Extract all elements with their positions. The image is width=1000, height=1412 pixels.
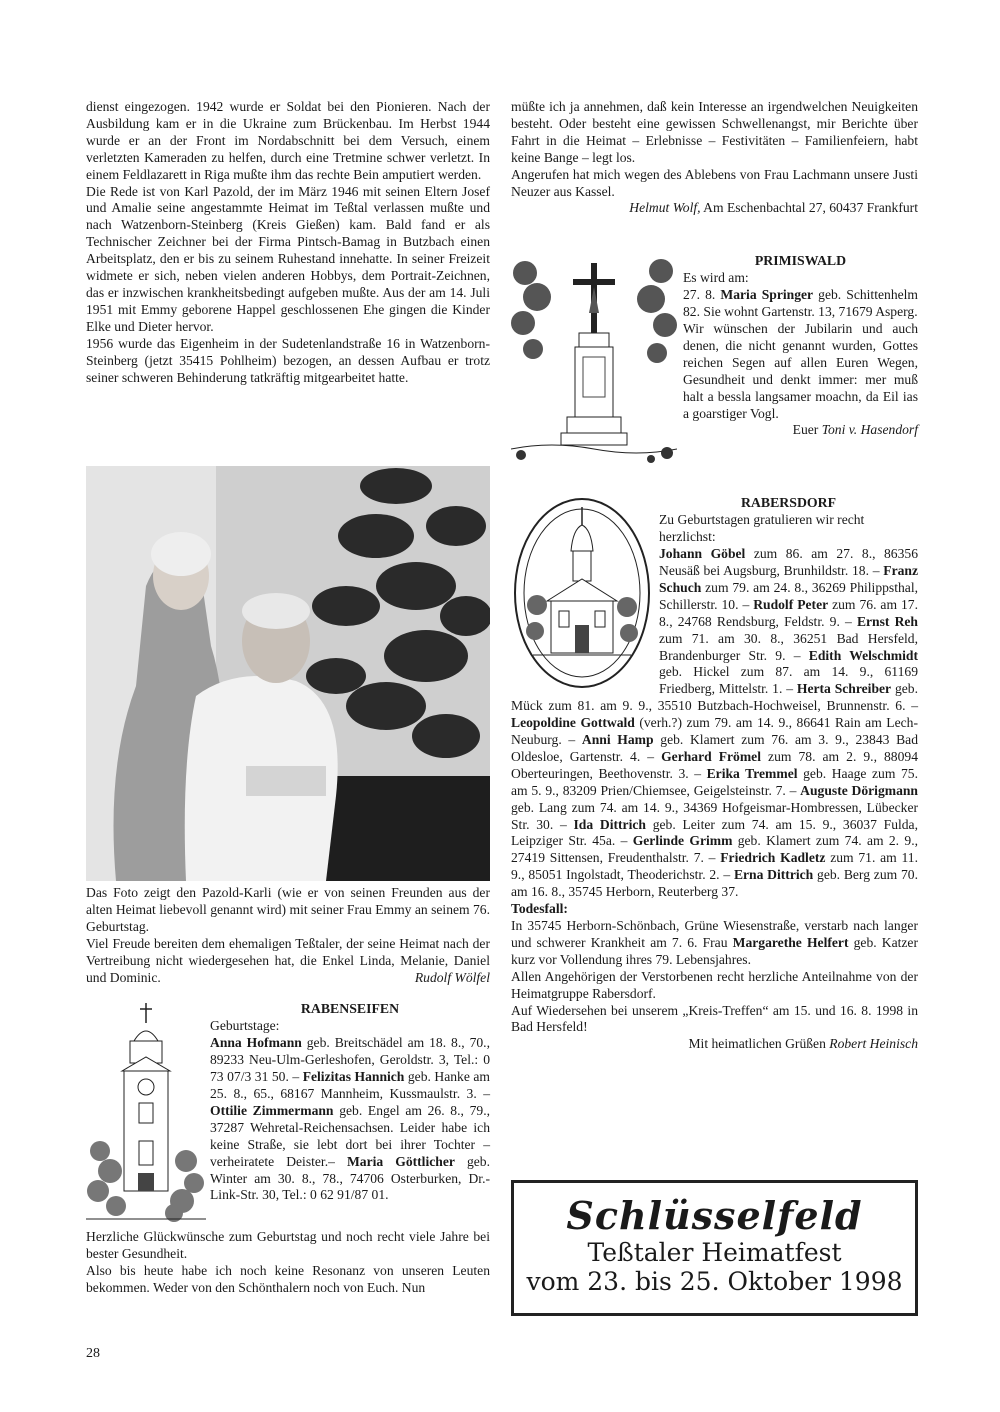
- signature-prefix: Mit heimatlichen Grüßen: [688, 1036, 830, 1052]
- article-paragraph: Die Rede ist von Karl Pazold, der im März 1946 mit seinen Eltern Josef und Amalie seine angestammte Heimat im Teßtal verlassen mußte und nach Watzenborn-Steinberg (Kreis Gießen) kam. Bald fand er als Technischer Zeichner bei der Firma Pintsch-Bamag in Butzbach einen Arbeitsplatz, den er bis zu seinem Ruhestand innehatte. In seiner Freizeit widmete er sich, neben vielen anderen Hobbys, dem Portrait-Zeichnen, das er inzwischen krankheitsbedingt aufgeben mußte. Aus der am 14. Juli 1951 mit Emmy geborene Happel geschlossenen Ehe gingen die Kinder Elke und Dieter hervor.: [86, 183, 490, 334]
- entry-text: geb. Klamert zum 76. am 3. 9., 23843 Bad Oldesloe, Gartenstr. 4. –: [511, 732, 919, 764]
- entry-text: (verh.?) zum 79. am 14. 9., 86641 Rain am Lech-Neuburg. –: [511, 715, 918, 748]
- banner-line: Teßtaler Heimatfest: [587, 1238, 842, 1267]
- person-name: Franz Schuch: [659, 562, 918, 595]
- person-name: Maria Göttlicher: [346, 1153, 455, 1169]
- person-name: Herta Schreiber: [796, 681, 892, 697]
- article-paragraph: müßte ich ja annehmen, daß kein Interesse an irgendwelchen Neuigkeiten besteht. Oder besteht eine gewissen Schwellenangst, mir Berichte über Fahrt in die Heimat – Erlebnisse – Festivitäten – Familienfeiern, habt keine Bange – legt los.: [511, 99, 918, 165]
- entry-text: geb. Schittenhelm 82. Sie wohnt Gartenstr. 13, 71679 Asperg.: [683, 287, 918, 320]
- entry-text: geb. Leiter zum 74. am 15. 9., 36037 Fulda, Leipziger Str. 45a. –: [511, 816, 918, 849]
- section-heading-primiswald: PRIMISWALD: [754, 253, 847, 269]
- person-name: Johann Göbel: [659, 546, 746, 562]
- entry-text: zum 78. am 2. 9., 88094 Oberteuringen, Beethovenstr. 3. –: [511, 748, 918, 781]
- right-column: [511, 99, 918, 1053]
- chapel-seal-illustration: [511, 495, 653, 691]
- signature-name: Toni v. Hasendorf: [821, 422, 918, 438]
- article-paragraph: Herzliche Glückwünsche zum Geburtstag und noch recht viele Jahre bei bester Gesundheit.: [86, 1229, 490, 1262]
- wayside-cross-drawing: [511, 253, 681, 465]
- section-heading-rabersdorf: RABERSDORF: [740, 495, 837, 511]
- article-paragraph: dienst eingezogen. 1942 wurde er Soldat bei den Pionieren. Nach der Ausbildung kam er in die Ukraine zum Brückenbau. Im Herbst 1944 wurde er an der Front im Nordabschnitt bei dem Versuch, einem verletzten Kameraden zu helfen, durch eine Tretmine schwer verletzt. In einem Feldlazarett in Riga mußte ihm das rechte Bein amputiert werden.: [86, 99, 490, 182]
- signature: [511, 1036, 918, 1053]
- person-name: Auguste Dörigmann: [800, 782, 918, 798]
- entry-text: geb. Katzer kurz vor Vollendung ihres 79. Lebensjahres.: [511, 934, 918, 967]
- person-name: Gerlinde Grimm: [632, 833, 733, 849]
- entry-text: geb. Hanke am 25. 8., 65., 68167 Mannheim, Kussmaulstr. 3. –: [210, 1069, 491, 1101]
- page-number: 28: [86, 1346, 100, 1361]
- entry-text: geb. Breitschädel am 18. 8., 70., 89233 Neu-Ulm-Gerleshofen, Geroldstr. 3, Tel.: 0 73 07/3 31 50. –: [210, 1035, 490, 1085]
- photo-caption: Das Foto zeigt den Pazold-Karli (wie er von seinen Freunden aus der alten Heimat liebevoll genannt wird) mit seiner Frau Emmy an seinem 76. Geburtstag.: [86, 885, 490, 934]
- signature-prefix: Euer: [792, 422, 822, 438]
- entry-text: In 35745 Herborn-Schönbach, Grüne Wiesenstraße, verstarb nach langer und schwerer Krankheit am 7. 6. Frau: [511, 918, 918, 950]
- entry-text: geb. Haage zum 75. am 5. 9., 83209 Prien/Chiemsee, Geigelsteinstr. 7. –: [511, 765, 918, 798]
- person-name: Edith Welschmidt: [808, 647, 918, 663]
- rabersdorf-intro: Zu Geburtstagen gratulieren wir recht herzlichst:: [659, 512, 865, 545]
- signature-address: Am Eschenbachtal 27, 60437 Frankfurt: [700, 200, 918, 216]
- person-name: Erika Tremmel: [706, 765, 798, 781]
- person-name: Margarethe Helfert: [732, 934, 849, 950]
- article-paragraph: Also bis heute habe ich noch keine Resonanz von unseren Leuten bekommen. Weder von den Schönthalern noch von Euch. Nun: [86, 1263, 490, 1296]
- signature-name: Helmut Wolf,: [629, 200, 701, 216]
- person-name: Rudolf Peter: [753, 596, 829, 612]
- entry-text: geb. Berg zum 70. am 16. 8., 35745 Herborn, Reuterberg 37.: [511, 867, 918, 900]
- event-banner: [511, 1180, 918, 1316]
- article-paragraph: Angerufen hat mich wegen des Ablebens von Frau Lachmann unsere Justi Neuzer aus Kassel.: [511, 166, 918, 199]
- birthday-intro: Geburtstage:: [210, 1018, 280, 1034]
- person-name: Ida Dittrich: [573, 816, 646, 832]
- chapel-seal: [511, 495, 659, 695]
- person-name: Leopoldine Gottwald: [511, 715, 635, 731]
- section-heading-rabenseifen: RABENSEIFEN: [300, 1001, 400, 1017]
- signature-name: Robert Heinisch: [829, 1036, 918, 1052]
- person-name: Erna Dittrich: [733, 867, 814, 883]
- banner-line: vom 23. bis 25. Oktober 1998: [526, 1267, 903, 1296]
- entry-text: geb. Mück zum 81. am 9. 9., 35510 Butzbach-Hochweisel, Brunnenstr. 6. –: [511, 681, 918, 714]
- entry-date: 27. 8.: [683, 287, 721, 303]
- article-paragraph: Auf Wiedersehen bei unserem „Kreis-Treffen“ am 15. und 16. 8. 1998 in Bad Hersfeld!: [511, 1002, 918, 1035]
- entry-text: zum 76. am 17. 8., 24768 Rendsburg, Feldstr. 9. –: [659, 596, 918, 629]
- entry-text: geb. Hickel zum 87. am 14. 9., 61169 Friedberg, Mittelstr. 1. –: [659, 664, 918, 697]
- entry-text: zum 86. am 27. 8., 86356 Neusäß bei Augsburg, Brunhildstr. 18. –: [659, 546, 918, 578]
- person-name: Felizitas Hannich: [302, 1069, 405, 1085]
- person-name: Anni Hamp: [581, 732, 654, 748]
- person-name: Ottilie Zimmermann: [210, 1102, 334, 1118]
- death-notice: [511, 918, 918, 969]
- left-column-bottom: [86, 885, 490, 1297]
- left-column-top: [86, 99, 490, 386]
- article-paragraph: Wir wünschen der Jubilarin und auch denen, die nicht genannt wurden, Gottes reichen Segen auf allen Euren Wegen, Gesundheit und denkt immer: mer muß halt a bessla langsamer moachn, da Eil ias a goarstiger Vogl.: [683, 320, 918, 421]
- article-paragraph: Allen Angehörigen der Verstorbenen recht herzliche Anteilnahme von der Heimatgruppe Rabersdorf.: [511, 968, 918, 1001]
- entry-text: zum 71. am 11. 9., 85051 Ingolstadt, Theoderichstr. 2. –: [511, 850, 918, 883]
- person-name: Ernst Reh: [856, 613, 918, 629]
- primiswald-intro: Es wird am:: [683, 270, 749, 286]
- signature: [511, 200, 918, 217]
- article-paragraph: 1956 wurde das Eigenheim in der Sudetenlandstraße 16 in Watzenborn-Steinberg (jetzt 35415 Pohlheim) bezogen, an dessen Aufbau er trotz seiner schweren Behinderung tatkräftig mitgearbeitet hatte.: [86, 335, 490, 385]
- church-tower-drawing: [86, 1001, 210, 1229]
- entry-text: geb. Lang zum 74. am 14. 9., 34369 Hofgeismar-Hombressen, Lübecker Str. 30. –: [511, 799, 918, 832]
- person-name: Friedrich Kadletz: [720, 850, 826, 866]
- entry-text: geb. Engel am 26. 8., 79., 37287 Wehretal-Reichensachsen. Leider habe ich keine Straße, sie lebt dort bei ihrer Tochter – verheiratete Deister.–: [210, 1102, 490, 1169]
- photo-illustration: [86, 466, 490, 881]
- couple-photo: [86, 466, 490, 881]
- person-name: Maria Springer: [720, 287, 814, 303]
- caption-text: Viel Freude bereiten dem ehemaligen Teßtaler, der seine Heimat nach der Vertreibung nicht wiedergesehen hat, die Enkel Linda, Melanie, Daniel und Dominic.: [86, 935, 490, 985]
- church-tower-illustration: [86, 1001, 206, 1223]
- photo-caption: [86, 936, 490, 987]
- entry-text: geb. Klamert zum 74. am 2. 9., 27419 Sittensen, Freudenthalstr. 7. –: [511, 833, 918, 866]
- wayside-cross-illustration: [511, 253, 677, 463]
- entry-text: zum 71. am 30. 8., 36251 Bad Hersfeld, Brandenburger Str. 9. –: [659, 630, 918, 663]
- banner-script-title: Schlüsselfeld: [566, 1193, 863, 1238]
- entry-text: zum 79. am 24. 8., 36269 Philippsthal, Schillerstr. 10. –: [659, 579, 918, 612]
- caption-author: Rudolf Wölfel: [414, 969, 490, 985]
- entry-text: geb. Winter am 30. 8., 78., 74706 Osterburken, Dr.-Link-Str. 30, Tel.: 0 62 91/87 01.: [210, 1153, 490, 1203]
- death-heading: Todesfall:: [511, 901, 568, 917]
- person-name: Gerhard Frömel: [661, 748, 761, 764]
- person-name: Anna Hofmann: [210, 1035, 302, 1051]
